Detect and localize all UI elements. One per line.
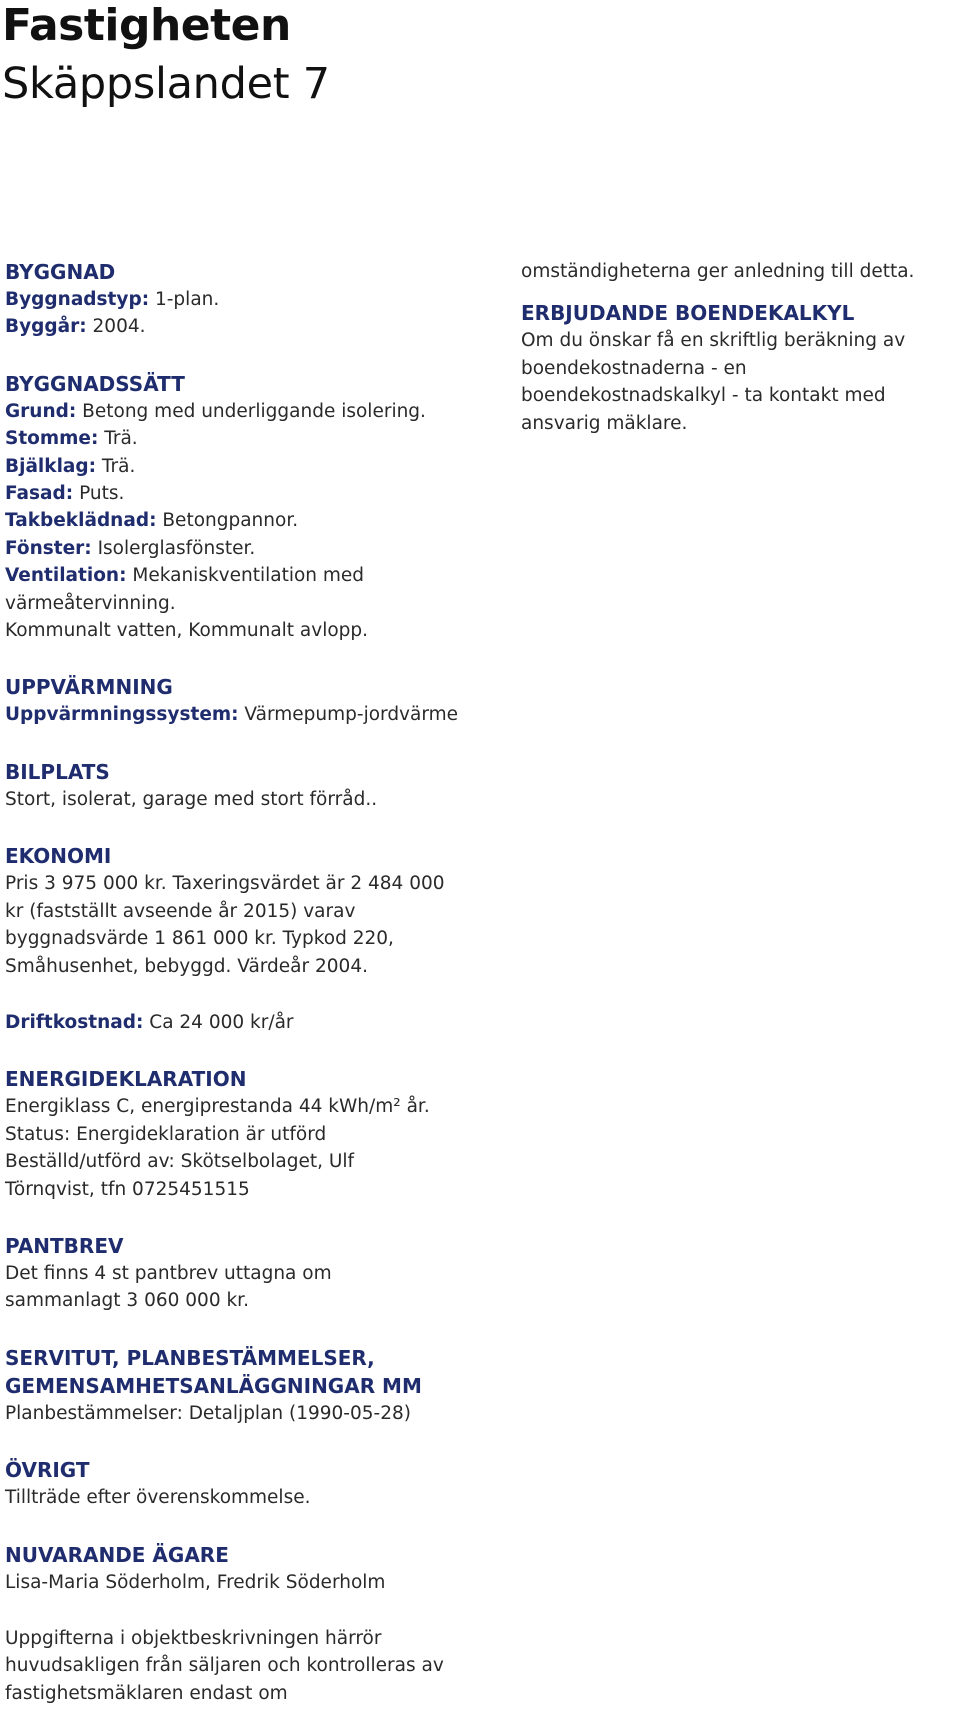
row-fasad: Fasad: Puts.: [5, 483, 125, 505]
section-byggnadssatt: [5, 370, 495, 645]
energi-line: Beställd/utförd av: Skötselbolaget, Ulf: [5, 1151, 355, 1173]
section-servitut: [5, 1344, 495, 1427]
disclaimer-line: fastighetsmäklaren endast om: [5, 1682, 288, 1704]
kalkyl-line: boendekostnaderna - en: [521, 357, 747, 379]
pantbrev-line: sammanlagt 3 060 000 kr.: [5, 1290, 249, 1312]
section-disclaimer: [5, 1625, 495, 1707]
servitut-text: Planbestämmelser: Detaljplan (1990-05-28): [5, 1402, 411, 1424]
heading-byggnadssatt: BYGGNADSSÄTT: [5, 371, 185, 396]
heading-bilplats: BILPLATS: [5, 759, 110, 784]
row-vatten-avlopp: Kommunalt vatten, Kommunalt avlopp.: [5, 620, 369, 642]
disclaimer-line: huvudsakligen från säljaren och kontrolleras av: [5, 1655, 444, 1677]
pantbrev-line: Det finns 4 st pantbrev uttagna om: [5, 1262, 332, 1284]
section-ovrigt: [5, 1456, 495, 1511]
heading-pantbrev: PANTBREV: [5, 1233, 124, 1258]
section-uppvarmning: [5, 673, 495, 728]
ovrigt-text: Tillträde efter överenskommelse.: [5, 1487, 311, 1509]
title-block: [2, 0, 702, 116]
row-takbekladnad: Takbeklädnad: Betongpannor.: [5, 510, 299, 532]
heading-energideklaration: ENERGIDEKLARATION: [5, 1067, 247, 1092]
energi-line: Törnqvist, tfn 0725451515: [5, 1178, 250, 1200]
row-driftkostnad: Driftkostnad: Ca 24 000 kr/år: [5, 1011, 294, 1033]
bilplats-text: Stort, isolerat, garage med stort förråd..: [5, 788, 378, 810]
heading-boendekalkyl: ERBJUDANDE BOENDEKALKYL: [521, 301, 855, 326]
section-boendekalkyl: [521, 299, 960, 437]
section-pantbrev: [5, 1232, 495, 1315]
heading-byggnad: BYGGNAD: [5, 260, 116, 284]
row-bjalklag: Bjälklag: Trä.: [5, 455, 136, 477]
section-agare: [5, 1541, 495, 1596]
section-ekonomi: [5, 842, 495, 1036]
row-stomme: Stomme: Trä.: [5, 428, 138, 450]
heading-uppvarmning: UPPVÄRMNING: [5, 675, 173, 700]
left-column: [5, 258, 495, 1736]
heading-ovrigt: ÖVRIGT: [5, 1458, 90, 1483]
heading-agare: NUVARANDE ÄGARE: [5, 1542, 229, 1567]
row-uppvarmningssystem: Uppvärmningssystem: Värmepump-jordvärme: [5, 704, 459, 726]
page-title: Fastigheten: [2, 0, 291, 51]
row-ventilation: Ventilation: Mekaniskventilation med: [5, 565, 365, 587]
row-fonster: Fönster: Isolerglasfönster.: [5, 537, 256, 559]
continuation-text: omständigheterna ger anledning till detta.: [521, 261, 915, 282]
section-bilplats: [5, 758, 495, 813]
row-byggnadstyp: Byggnadstyp: 1-plan.: [5, 289, 220, 310]
kalkyl-line: Om du önskar få en skriftlig beräkning av: [521, 330, 906, 352]
energi-line: Status: Energideklaration är utförd: [5, 1123, 327, 1145]
property-name: Skäppslandet 7: [2, 59, 330, 109]
ekonomi-text: Pris 3 975 000 kr. Taxeringsvärdet är 2 484 000 kr (fastställt avseende år 2015) varav byggnadsvärde 1 861 000 kr. Typkod 220, Småhusenhet, bebyggd. Värdeår 2004.: [5, 873, 445, 977]
section-energideklaration: [5, 1065, 495, 1203]
heading-servitut-2: GEMENSAMHETSANLÄGGNINGAR MM: [5, 1373, 422, 1398]
heading-ekonomi: EKONOMI: [5, 844, 112, 869]
energi-line: Energiklass C, energiprestanda 44 kWh/m² år.: [5, 1096, 430, 1118]
section-continuation: [521, 258, 960, 285]
row-byggar: Byggår: 2004.: [5, 316, 146, 338]
heading-servitut-1: SERVITUT, PLANBESTÄMMELSER,: [5, 1345, 375, 1370]
agare-text: Lisa-Maria Söderholm, Fredrik Söderholm: [5, 1571, 386, 1593]
disclaimer-line: Uppgifterna i objektbeskrivningen härrör: [5, 1627, 382, 1649]
kalkyl-line: boendekostnadskalkyl - ta kontakt med: [521, 385, 886, 407]
kalkyl-line: ansvarig mäklare.: [521, 412, 688, 434]
section-byggnad: [5, 258, 495, 341]
row-grund: Grund: Betong med underliggande isolering.: [5, 400, 426, 422]
right-column: [521, 258, 960, 466]
row-ventilation-cont: värmeåtervinning.: [5, 592, 176, 614]
